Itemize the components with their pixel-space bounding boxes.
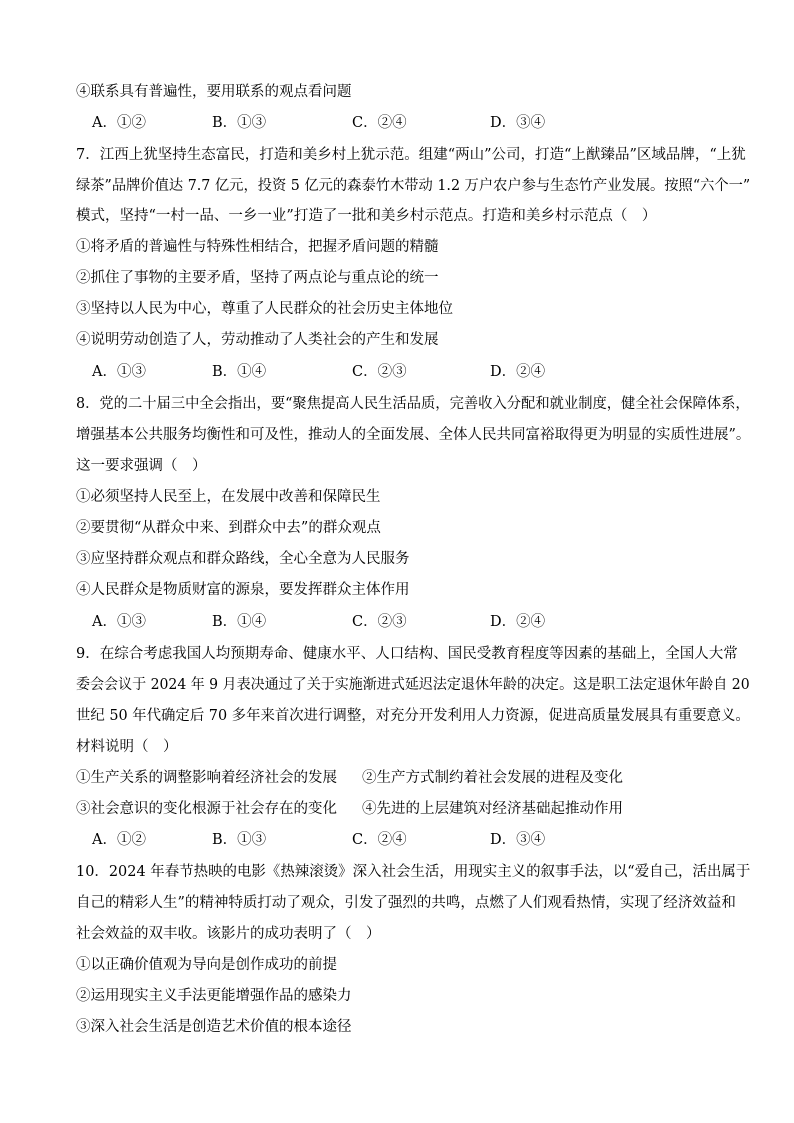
q8-options (92, 612, 692, 632)
q10-item-2: ②运用现实主义手法更能增强作品的感染力 (76, 988, 352, 1004)
q10-stem-line-2: 自己的精彩人生”的精神特质打动了观众，引发了强烈的共鸣，点燃了人们观看热情，实现了经济效益和 (76, 895, 736, 911)
q6-option-c[interactable]: C．②④ (352, 115, 407, 131)
q10-item-3: ③深入社会生活是创造艺术价值的根本途径 (76, 1019, 352, 1035)
q8-stem-line-3: 这一要求强调（ ） (76, 458, 207, 474)
q8-item-4: ④人民群众是物质财富的源泉，要发挥群众主体作用 (76, 582, 410, 598)
q8-item-3: ③应坚持群众观点和群众路线，全心全意为人民服务 (76, 551, 410, 567)
q7-option-a[interactable]: A．①③ (92, 364, 146, 380)
q7-item-1: ①将矛盾的普遍性与特殊性相结合，把握矛盾问题的精髓 (76, 239, 439, 255)
q9-items-row-1 (76, 768, 716, 788)
q10-stem-line-1: 10．2024 年春节热映的电影《热辣滚烫》深入社会生活，用现实主义的叙事手法，以“爱自己，活出属于 (76, 864, 751, 880)
q7-item-2: ②抓住了事物的主要矛盾，坚持了两点论与重点论的统一 (76, 270, 439, 286)
q9-item-2: ②生产方式制约着社会发展的进程及变化 (362, 770, 623, 786)
q9-items-row-2 (76, 799, 716, 819)
q9-item-3: ③社会意识的变化根源于社会存在的变化 (76, 801, 337, 817)
q6-option-b[interactable]: B．①③ (212, 115, 267, 131)
q8-option-d[interactable]: D．②④ (490, 614, 546, 630)
q9-option-b[interactable]: B．①③ (212, 832, 267, 848)
q6-item-4: ④联系具有普遍性，要用联系的观点看问题 (76, 84, 352, 100)
q9-options (92, 830, 692, 850)
q9-stem-line-4: 材料说明（ ） (76, 739, 178, 755)
q6-options (92, 113, 692, 133)
q8-stem-line-2: 增强基本公共服务均衡性和可及性，推动人的全面发展、全体人民共同富裕取得更为明显的实质性进展”。 (76, 427, 751, 443)
q7-option-c[interactable]: C．②③ (352, 364, 407, 380)
q7-stem-line-1: 7．江西上犹坚持生态富民，打造和美乡村上犹示范。组建“两山”公司，打造“上猷臻品”区域品牌，“上犹 (76, 147, 746, 163)
q7-item-3: ③坚持以人民为中心，尊重了人民群众的社会历史主体地位 (76, 301, 453, 317)
q10-stem-line-3: 社会效益的双丰收。该影片的成功表明了（ ） (76, 926, 381, 942)
q8-option-c[interactable]: C．②③ (352, 614, 407, 630)
q8-item-1: ①必须坚持人民至上，在发展中改善和保障民生 (76, 489, 381, 505)
q7-stem-line-2: 绿茶”品牌价值达 7.7 亿元，投资 5 亿元的森泰竹木带动 1.2 万户农户参与生态竹产业发展。按照“六个一” (76, 178, 751, 194)
q9-option-a[interactable]: A．①② (92, 832, 146, 848)
q9-option-c[interactable]: C．②④ (352, 832, 407, 848)
q7-stem-line-3: 模式，坚持“一村一品、一乡一业”打造了一批和美乡村示范点。打造和美乡村示范点（ ） (76, 208, 657, 224)
q6-option-a[interactable]: A．①② (92, 115, 146, 131)
q9-stem-line-1: 9．在综合考虑我国人均预期寿命、健康水平、人口结构、国民受教育程度等因素的基础上，全国人大常 (76, 646, 738, 662)
q10-item-1: ①以正确价值观为导向是创作成功的前提 (76, 957, 337, 973)
q9-stem-line-3: 世纪 50 年代确定后 70 多年来首次进行调整，对充分开发利用人力资源，促进高质量发展具有重要意义。 (76, 708, 750, 724)
q6-option-d[interactable]: D．③④ (490, 115, 546, 131)
q7-options (92, 362, 692, 382)
q8-item-2: ②要贯彻“从群众中来、到群众中去”的群众观点 (76, 520, 381, 536)
q8-option-a[interactable]: A．①③ (92, 614, 146, 630)
q9-item-4: ④先进的上层建筑对经济基础起推动作用 (362, 801, 623, 817)
q9-stem-line-2: 委会会议于 2024 年 9 月表决通过了关于实施渐进式延迟法定退休年龄的决定。这是职工法定退休年龄自 20 (76, 677, 750, 693)
q9-option-d[interactable]: D．③④ (490, 832, 546, 848)
q8-option-b[interactable]: B．①④ (212, 614, 267, 630)
q7-option-b[interactable]: B．①④ (212, 364, 267, 380)
q7-item-4: ④说明劳动创造了人，劳动推动了人类社会的产生和发展 (76, 332, 439, 348)
q8-stem-line-1: 8．党的二十届三中全会指出，要“聚焦提高人民生活品质，完善收入分配和就业制度，健全社会保障体系， (76, 396, 750, 412)
q7-option-d[interactable]: D．②④ (490, 364, 546, 380)
q9-item-1: ①生产关系的调整影响着经济社会的发展 (76, 770, 337, 786)
